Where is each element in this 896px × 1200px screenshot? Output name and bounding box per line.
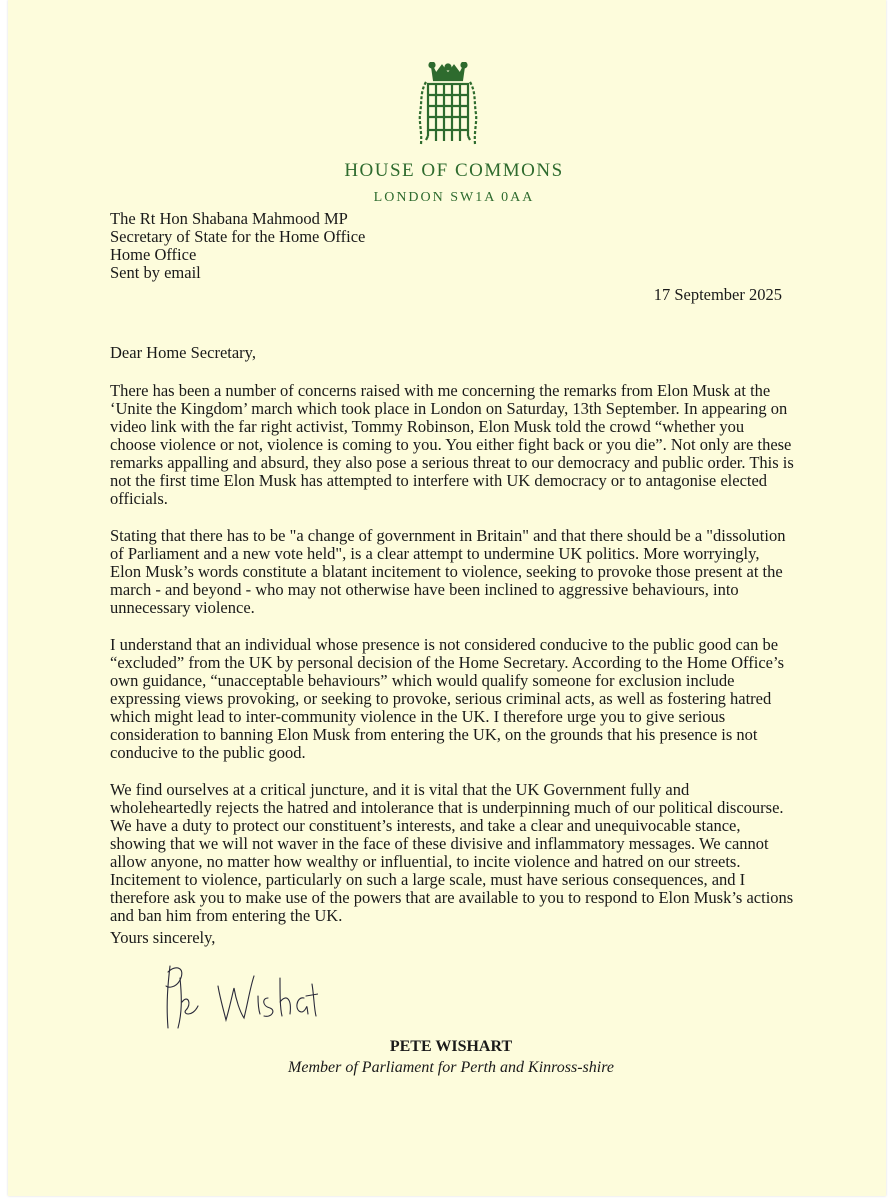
portcullis-icon: [418, 62, 478, 148]
letter-date: 17 September 2025: [653, 285, 782, 304]
recipient-line: Sent by email: [110, 263, 201, 282]
salutation: Dear Home Secretary,: [110, 343, 256, 362]
letter-page: [8, 0, 886, 1196]
body-paragraph: We find ourselves at a critical juncture, and it is vital that the UK Government fully and wholeheartedly rejects the hatred and intolerance that is underpinning much of our political discourse. We have a duty to protect our constituent’s interests, and take a clear and unequivocable stance, showing that we will not waver in the face of these divisive and inflammatory messages. We cannot allow anyone, no matter how wealthy or influential, to incite violence and hatred on our streets. Incitement to violence, particularly on such a large scale, must have serious consequences, and I therefore ask you to make use of the powers that are available to you to respond to Elon Musk’s actions and ban him from entering the UK.: [110, 780, 794, 925]
letterhead-title: HOUSE OF COMMONS: [344, 160, 564, 181]
signatory-name: PETE WISHART: [389, 1038, 513, 1055]
letter-body: [110, 382, 794, 944]
recipient-line: Secretary of State for the Home Office: [110, 227, 366, 246]
signatory-title: Member of Parliament for Perth and Kinross-shire: [288, 1059, 614, 1076]
body-paragraph: Stating that there has to be "a change of government in Britain" and that there should be a "dissolution of Parliament and a new vote held", is a clear attempt to undermine UK politics. More worryingly, Elon Musk’s words constitute a blatant incitement to violence, seeking to provoke those present at the march - and beyond - who may not otherwise have been inclined to aggressive behaviours, into unnecessary violence.: [110, 526, 786, 617]
body-paragraph: There has been a number of concerns raised with me concerning the remarks from Elon Musk at the ‘Unite the Kingdom’ march which took place in London on Saturday, 13th September. In appearing on video link with the far right activist, Tommy Robinson, Elon Musk told the crowd “whether you choose violence or not, violence is coming to you. You either fight back or you die”. Not only are these remarks appalling and absurd, they also pose a serious threat to our democracy and public order. This is not the first time Elon Musk has attempted to interfere with UK democracy or to antagonise elected officials.: [110, 381, 794, 508]
handwritten-signature: [158, 958, 318, 1038]
letterhead-address: LONDON SW1A 0AA: [373, 190, 535, 205]
closing: Yours sincerely,: [110, 928, 216, 947]
recipient-line: Home Office: [110, 245, 197, 264]
body-paragraph: I understand that an individual whose presence is not considered conducive to the public good can be “excluded” from the UK by personal decision of the Home Secretary. According to the Home Office’s own guidance, “unacceptable behaviours” which would qualify someone for exclusion include expressing views provoking, or seeking to provoke, serious criminal acts, as well as fostering hatred which might lead to inter-community violence in the UK. I therefore urge you to give serious consideration to banning Elon Musk from entering the UK, on the grounds that his presence is not conducive to the public good.: [110, 635, 784, 762]
recipient-address: [110, 210, 365, 282]
recipient-line: The Rt Hon Shabana Mahmood MP: [110, 209, 348, 228]
